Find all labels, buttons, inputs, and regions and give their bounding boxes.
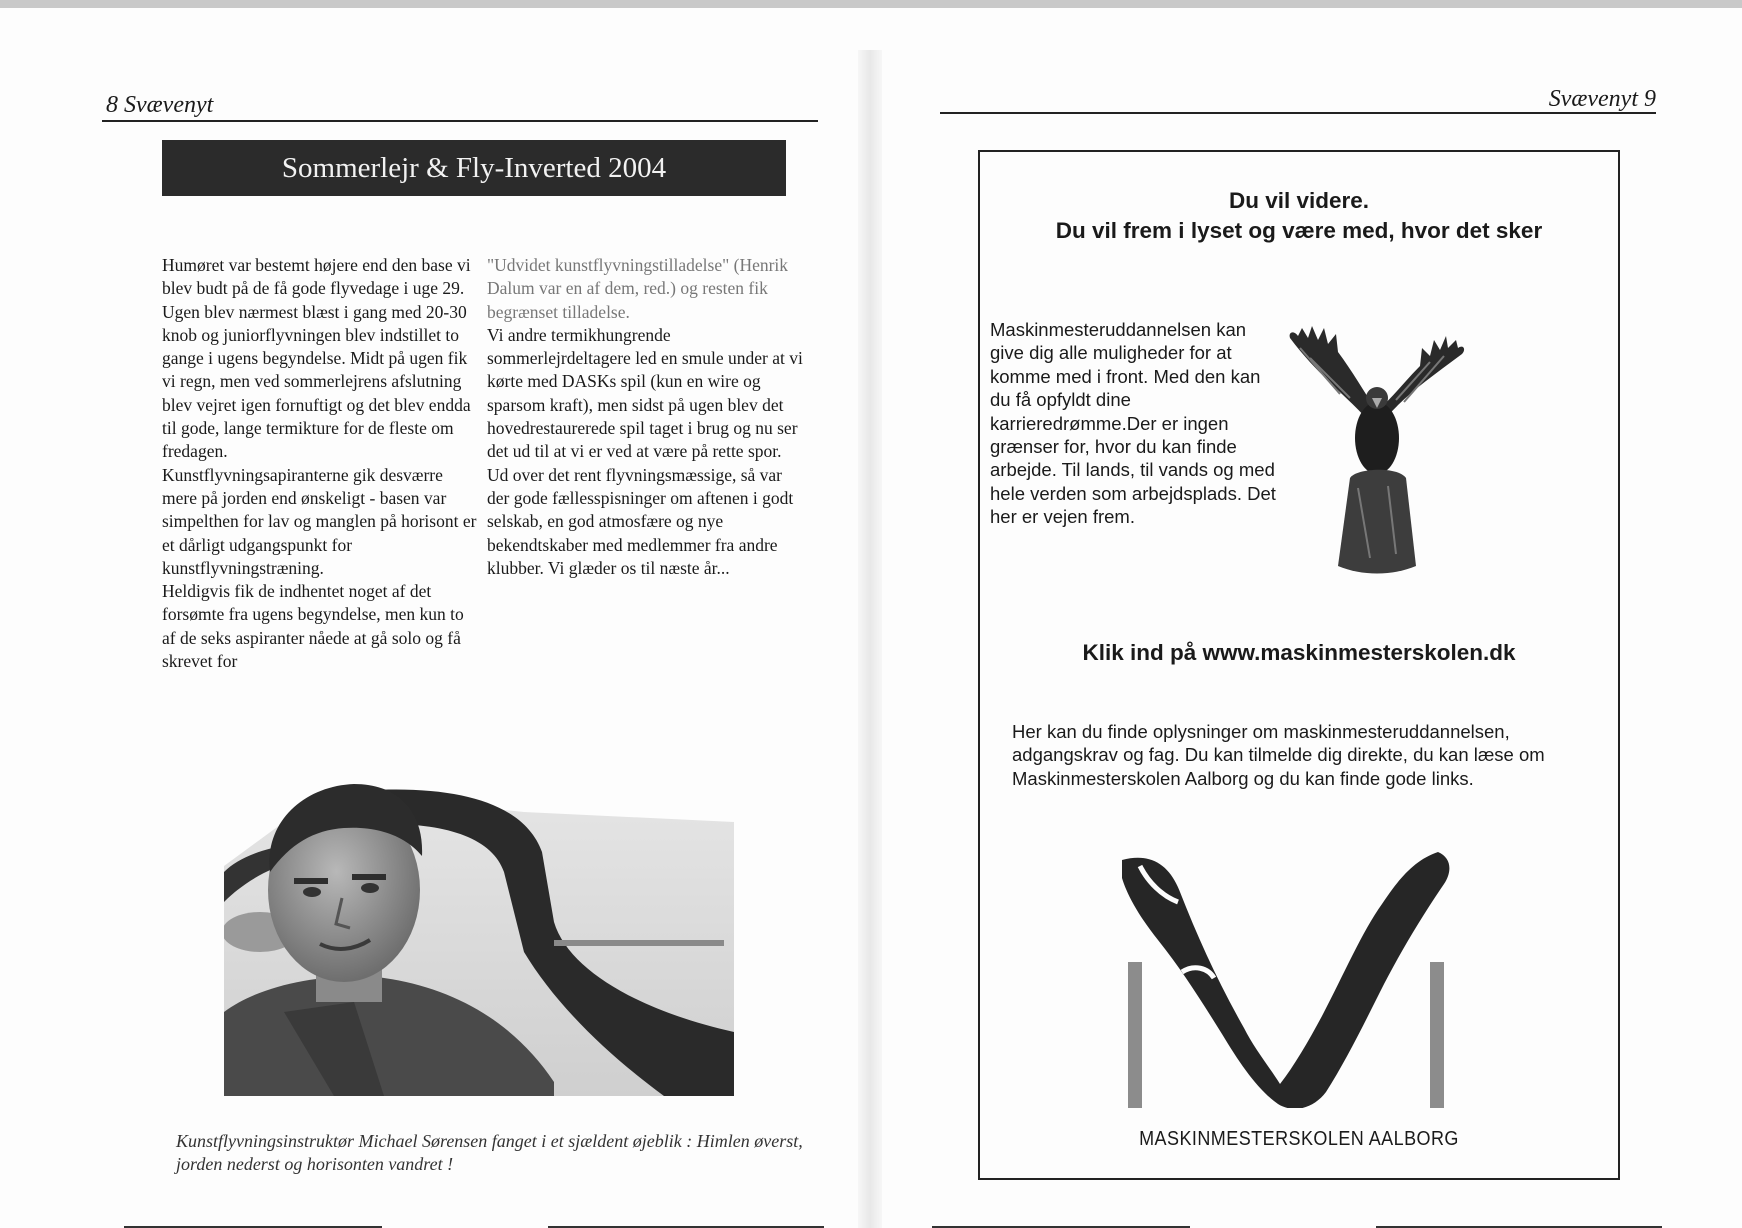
ad-info-text: Her kan du finde oplysninger om maskinmesteruddannelsen, adgangskrav og fag. Du kan tilmelde dig direkte, du kan læse om Maskinmesterskolen Aalborg og du kan finde gode links.	[1012, 721, 1545, 789]
ad-headline	[980, 186, 1618, 246]
paragraph: Kunstflyvningsapiranterne gik desværre mere på jorden end ønskeligt - basen var simpelthen for lav og manglen på horisont er et dårligt udgangspunkt for kunstflyvningstræning.	[162, 464, 477, 578]
pilot-photo	[224, 782, 734, 1096]
paragraph: Ud over det rent flyvningsmæssige, så var der gode fællesspisninger om aftenen i godt selskab, en god atmosfære og nye bekendtskaber med medlemmer fra andre klubber. Vi glæder os til næste år...	[487, 464, 794, 578]
ad-headline-line-1: Du vil videre.	[1228, 188, 1370, 213]
ad-body-text: Maskinmesteruddannelsen kan give dig alle muligheder for at komme med i front. Med den kan du få opfyldt dine karrieredrømme.Der er ingen grænser for, hvor du kan finde arbejde. Til lands, til vands og med hele verden som arbejdsplads. Det her er vejen frem.	[990, 319, 1276, 528]
paragraph: Vi andre termikhungrende sommerlejrdeltagere led en smule under at vi kørte med DASKs spil (kun en wire og sparsom kraft), men sidst på ugen blev det hovedrestaurerede spil taget i brug og nu ser det ud til at vi er ved at være på rette spor.	[487, 324, 803, 462]
website-link[interactable]: Klik ind på www.maskinmesterskolen.dk	[1082, 640, 1516, 665]
right-page	[884, 50, 1742, 1228]
article-column-2	[487, 254, 805, 580]
left-header-rule	[102, 120, 818, 122]
right-page-header: Svævenyt 9	[1548, 86, 1656, 112]
article-title	[162, 140, 786, 196]
logo-text: MASKINMESTERSKOLEN AALBORG	[1139, 1128, 1459, 1150]
pilot-in-cockpit-photo	[224, 782, 734, 1096]
left-page	[0, 50, 860, 1228]
photo-caption: Kunstflyvningsinstruktør Michael Sørensen fanget i et sjældent øjeblik : Himlen øverst, jorden nederst og horisonten vandret !	[176, 1131, 803, 1174]
article-title-text: Sommerlejr & Fly-Inverted 2004	[281, 151, 667, 184]
eagle-icon	[1280, 318, 1470, 578]
paragraph: Humøret var bestemt højere end den base vi blev budt på de få gode flyvedage i uge 29. Ugen blev nærmest blæst i gang med 20-30 knob og juniorflyvningen blev indstillet to gange i ugens begyndelse. Midt på ugen fik vi regn, men ved sommerlejrens afslutning blev vejret igen fornuftigt og det blev endda til gode, lange termikture for de fleste om fredagen.	[162, 255, 471, 462]
paragraph: Heldigvis fik de indhentet noget af det forsømte fra ugens begyndelse, men kun to af de seks aspiranter nåede at gå solo og få skrevet for	[162, 581, 464, 672]
article-column-1	[162, 254, 480, 673]
page-gutter	[858, 50, 882, 1228]
ad-headline-line-2: Du vil frem i lyset og være med, hvor det sker	[1055, 218, 1543, 243]
right-header-rule	[940, 112, 1656, 114]
paragraph-faded: "Udvidet kunstflyvningstilladelse" (Henrik Dalum var en af dem, red.) og resten fik begrænset tilladelse.	[487, 255, 789, 322]
left-page-header: 8 Svævenyt	[106, 92, 214, 118]
maskinmesterskolen-v-logo-icon	[1122, 852, 1462, 1108]
advertisement	[978, 150, 1620, 1180]
scan-edge	[0, 0, 1742, 8]
